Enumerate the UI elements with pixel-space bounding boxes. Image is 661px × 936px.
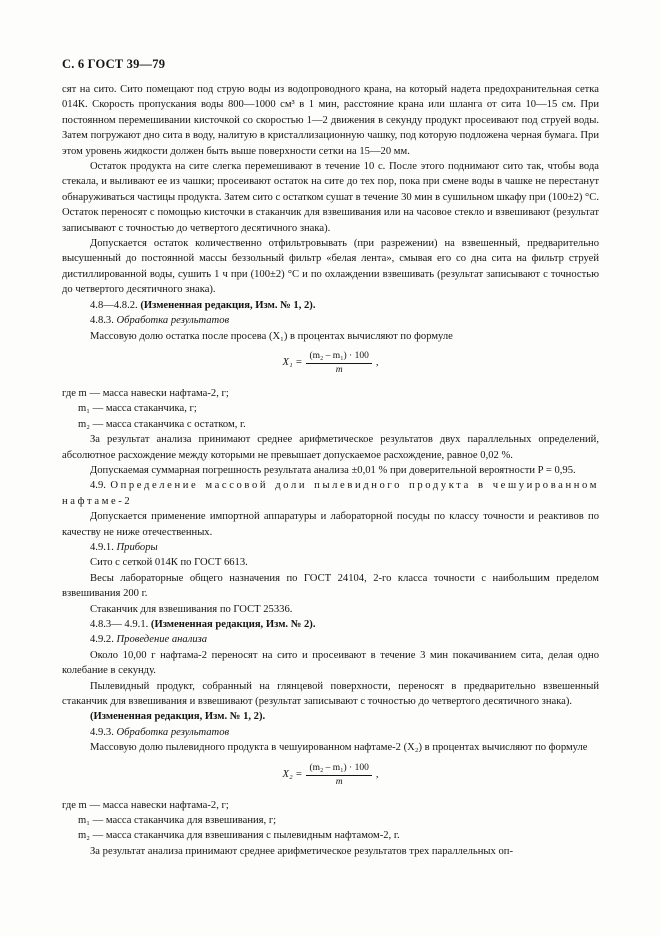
definition-line: где m — масса навески нафтама-2, г; <box>62 799 229 811</box>
paragraph: За результат анализа принимают среднее арифметическое результатов трех параллельных оп- <box>90 845 513 857</box>
page-header: С. 6 ГОСТ 39—79 <box>62 57 166 71</box>
formula-numerator: (m₂ – m₁) · 100 <box>306 762 371 776</box>
clause-number: 4.8—4.8.2. <box>90 299 138 311</box>
clause-number: 4.9. <box>90 480 106 492</box>
subsection-heading <box>62 632 599 647</box>
formula-tail: , <box>375 768 379 780</box>
paragraph: Массовую долю остатка после просева (X₁) в процентах вычисляют по формуле <box>90 330 453 342</box>
paragraph: Допускаемая суммарная погрешность результата анализа ±0,01 % при доверительной вероятности P = 0,95. <box>90 464 576 476</box>
amendment-line <box>62 298 599 313</box>
paragraph: Остаток продукта на сите слегка перемешивают в течение 10 с. После этого поднимают сито так, чтобы вода стекала, и выливают ее из чашки; просеивают остаток на сите до тех пор, пока при смене воды в чашке не перестанут обнаруживаться частицы продукта. Затем сито с остатком сушат в течение 30 мин в сушильном шкафу при (100±2) °С. Остаток переносят с помощью кисточки в стаканчик для взвешивания или на часовое стекло и взвешивают (результат записывают с точностью до четвертого десятичного знака). <box>62 161 599 234</box>
amendment-note: (Измененная редакция, Изм. № 1, 2). <box>140 299 316 311</box>
amendment-note: (Измененная редакция, Изм. № 1, 2). <box>90 711 266 723</box>
formula-fraction <box>306 762 371 788</box>
definition-line: m₂ — масса стаканчика с остатком, г. <box>78 418 246 430</box>
paragraph: Стаканчик для взвешивания по ГОСТ 25336. <box>90 603 293 615</box>
paragraph: Допускается применение импортной аппаратуры и лабораторной посуды по классу точности и реактивов по качеству не ниже отечественных. <box>62 511 599 538</box>
clause-number: 4.9.3. <box>90 726 114 738</box>
formula-fraction <box>306 350 371 376</box>
paragraph: Сито с сеткой 014К по ГОСТ 6613. <box>90 557 248 569</box>
formula-x2 <box>62 760 599 790</box>
formula-lhs: X₂ = <box>282 768 303 780</box>
formula-x1 <box>62 348 599 378</box>
paragraph: Допускается остаток количественно отфильтровывать (при разрежении) на взвешенный, предварительно высушенный до постоянной массы беззольный фильтр «белая лента», смывая его со дна сита на фильтр струей дистиллированной воды, сушить 1 ч при (100±2) °С и по охлаждении взвешивать (результат записывают с точностью до четвертого десятичного знака). <box>62 238 599 296</box>
amendment-line <box>62 617 599 632</box>
formula-tail: , <box>375 357 379 369</box>
clause-number: 4.8.3— 4.9.1. <box>90 619 149 630</box>
paragraph: Массовую долю пылевидного продукта в чешуированном нафтаме-2 (X₂) в процентах вычисляют по формуле <box>90 742 588 754</box>
subsection-heading <box>62 540 599 555</box>
subsection-title: Обработка результатов <box>116 315 230 327</box>
subsection-title: Проведение анализа <box>116 634 208 646</box>
definition-line: m₂ — масса стаканчика для взвешивания с пылевидным нафтамом-2, г. <box>78 830 400 842</box>
definition-line: m₁ — масса стаканчика, г; <box>78 403 197 415</box>
formula-lhs: X₁ = <box>282 357 303 369</box>
formula-numerator: (m₂ – m₁) · 100 <box>306 350 371 364</box>
formula-denominator: m <box>335 364 343 375</box>
document-body <box>62 82 599 859</box>
clause-number: 4.9.2. <box>90 634 114 646</box>
subsection-title: Приборы <box>116 541 158 553</box>
subsection-heading <box>62 313 599 328</box>
clause-number: 4.8.3. <box>90 315 114 327</box>
formula-denominator: m <box>335 776 343 787</box>
subsection-title: Обработка результатов <box>116 726 230 738</box>
paragraph: Пылевидный продукт, собранный на глянцевой поверхности, переносят в предварительно взвешенный стаканчик для взвешивания и взвешивают (результат записывают с точностью до четвертого десятичного знака). <box>62 680 599 708</box>
amendment-note: (Измененная редакция, Изм. № 2). <box>150 619 316 630</box>
section-heading <box>62 478 599 509</box>
subsection-heading <box>62 725 599 740</box>
definition-line: где m — масса навески нафтама-2, г; <box>62 387 229 399</box>
clause-number: 4.9.1. <box>90 541 114 553</box>
paragraph: За результат анализа принимают среднее арифметическое результатов двух параллельных определений, абсолютное расхождение между которыми не превышает допускаемое расхождение, равное 0,02 %. <box>62 434 599 461</box>
section-title: Определение массовой доли пылевидного продукта в чешуированном нафтаме-2 <box>62 480 599 507</box>
paragraph: Около 10,00 г нафтама-2 переносят на сито и просеивают в течение 3 мин покачиванием сита, делая одно колебание в секунду. <box>62 649 599 677</box>
definition-line: m₁ — масса стаканчика для взвешивания, г; <box>78 815 277 827</box>
paragraph: сят на сито. Сито помещают под струю воды из водопроводного крана, на который надета предохранительная сетка 014К. Скорость пропускания воды 800—1000 см³ в 1 мин, расстояние крана или шланга от сита 10—15 см. При постоянном перемешивании кисточкой со скоростью 1—2 движения в секунду продукт просеивают под струей воды. Затем погружают дно сита в воду, налитую в кристаллизационную чашку, под которую подложена черная бумага. При этом уровень жидкости должен быть выше поверхности сетки на 15—20 мм. <box>62 84 599 157</box>
paragraph: Весы лабораторные общего назначения по ГОСТ 24104, 2-го класса точности с наибольшим пределом взвешивания 200 г. <box>62 572 599 600</box>
